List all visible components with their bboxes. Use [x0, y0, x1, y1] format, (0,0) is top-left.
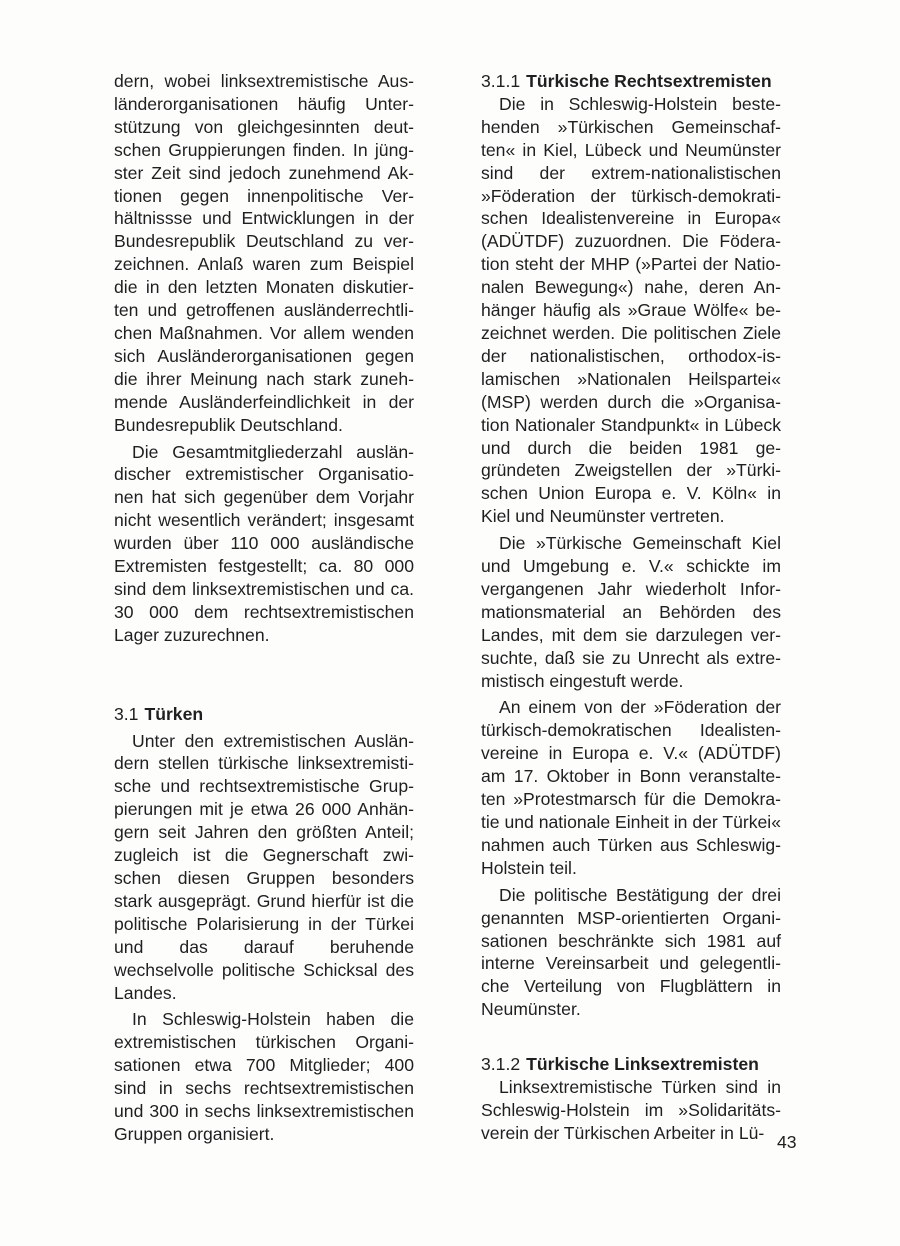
section-number: 3.1.1: [481, 71, 521, 91]
section-title: Türkische Rechtsextremisten: [526, 71, 772, 91]
paragraph-right-extremists-federation: Die in Schleswig-Holstein bestehenden »Türkischen Gemeinschaften« in Kiel, Lübeck und Neumünster sind der extrem-nationalistischen »Föderation der türkisch-demokratischen Idealistenvereine in Europa« (ADÜTDF) zuzuordnen. Die Föderation steht der MHP (»Partei der Nationalen Bewegung«) nahe, deren Anhänger häufig als »Graue Wölfe« bezeichnet werden. Die politischen Ziele der nationalistischen, orthodox-islamischen »Nationalen Heilspartei« (MSP) werden durch die »Organisation Nationaler Standpunkt« in Lübeck und durch die beiden 1981 gegründeten Zweigstellen der »Türkischen Union Europa e. V. Köln« in Kiel und Neumünster vertreten.: [481, 93, 781, 527]
section-title: Türkische Linksextremisten: [526, 1054, 759, 1075]
paragraph-turks-schleswig-holstein: In Schleswig-Holstein haben die extremistischen türkischen Organisationen etwa 700 Mitglieder; 400 sind in sechs rechtsextremistischen und 300 in sechs linksextremistischen Gruppen organisiert.: [114, 1009, 414, 1144]
section-number: 3.1: [114, 703, 139, 724]
paragraph-turks-overview: Unter den extremistischen Ausländern stellen türkische linksextremistische und rechtsextremistische Gruppierungen mit je etwa 26 000 Anhängern seit Jahren den größten Anteil; zugleich ist die Gegnerschaft zwischen diesen Gruppen besonders stark ausgeprägt. Grund hierfür ist die politische Polarisierung in der Türkei und das darauf beruhende wechselvolle politische Schicksal des Landes.: [114, 730, 414, 1003]
right-column: [481, 70, 781, 1145]
section-heading-3-1-1: [481, 70, 781, 93]
paragraph-msp-activity: Die politische Bestätigung der drei genannten MSP-orientierten Organisationen beschränkte sich 1981 auf interne Vereinsarbeit und gelegentliche Verteilung von Flugblättern in Neumünster.: [481, 884, 781, 1020]
page-number: 43: [777, 1132, 797, 1152]
section-heading-3-1: [114, 703, 414, 726]
paragraph-kiel-community: Die »Türkische Gemeinschaft Kiel und Umgebung e. V.« schickte im vergangenen Jahr wiederholt Informationsmaterial an Behörden des Landes, mit dem sie darzulegen versuchte, daß sie zu Unrecht als extremistisch eingestuft werde.: [481, 533, 781, 691]
paragraph-member-total: Die Gesamtmitgliederzahl ausländischer extremistischer Organisationen hat sich gegenüber dem Vorjahr nicht wesentlich verändert; insgesamt wurden über 110 000 ausländische Extremisten festgestellt; ca. 80 000 sind dem linksextremistischen und ca. 30 000 dem rechtsextremistischen Lager zuzurechnen.: [114, 441, 414, 645]
section-heading-3-1-2: [481, 1053, 781, 1076]
section-number: 3.1.2: [481, 1054, 521, 1075]
paragraph-continued: dern, wobei linksextremistische Ausländerorganisationen häufig Unterstützung von gleichgesinnten deutschen Gruppierungen finden. In jüngster Zeit sind jedoch zunehmend Aktionen gegen innenpolitische Verhältnissse und Entwicklungen in der Bundesrepublik Deutschland zu verzeichnen. Anlaß waren zum Beispiel die in den letzten Monaten diskutierten und getroffenen ausländerrechtlichen Maßnahmen. Vor allem wenden sich Ausländerorganisationen gegen die ihrer Meinung nach stark zunehmende Ausländerfeindlichkeit in der Bundesrepublik Deutschland.: [114, 71, 414, 435]
section-title: Türken: [144, 703, 204, 724]
left-column: [114, 70, 414, 1146]
paragraph-protest-march: An einem von der »Föderation der türkisch-demokratischen Idealistenvereine in Europa e. V.« (ADÜTDF) am 17. Oktober in Bonn veranstalteten »Protestmarsch für die Demokratie und nationale Einheit in der Türkei« nahmen auch Türken aus Schleswig-Holstein teil.: [481, 697, 781, 878]
paragraph-left-extremists: Linksextremistische Türken sind in Schleswig-Holstein im »Solidaritätsverein der Türkischen Arbeiter in Lü-: [481, 1077, 781, 1143]
